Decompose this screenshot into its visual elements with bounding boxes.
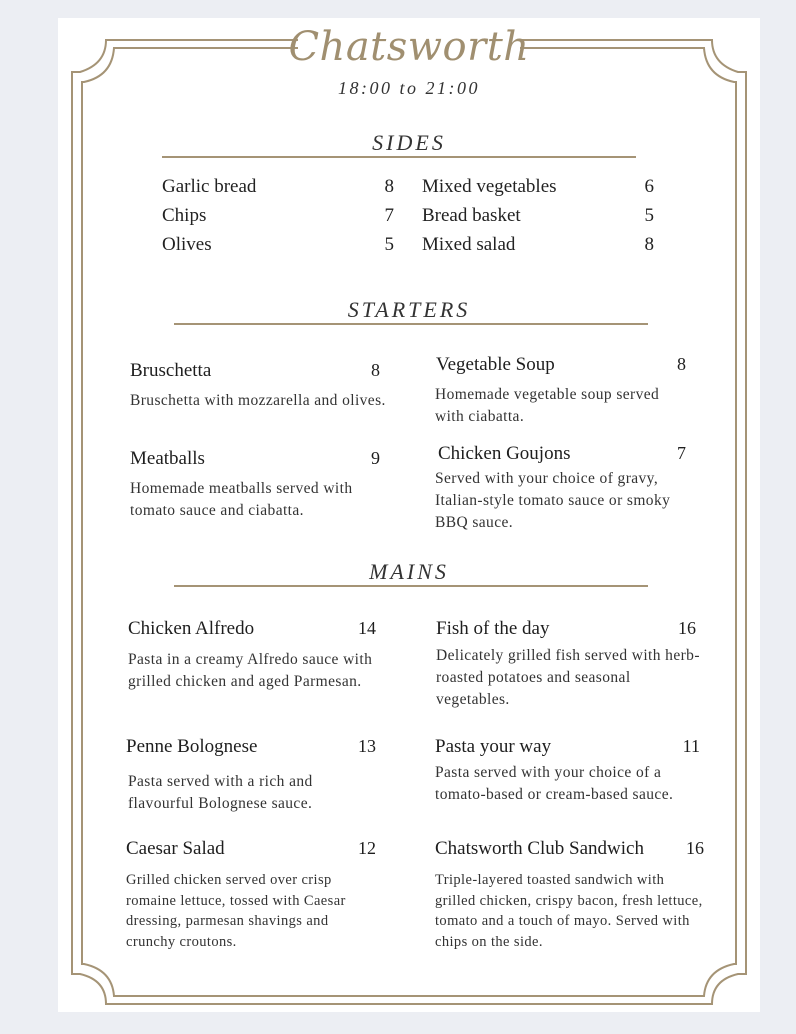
- main-item-price: 16: [686, 838, 704, 858]
- starter-item-description: Homemade vegetable soup served with ciabatta.: [435, 386, 660, 425]
- side-item-price: 7: [384, 205, 394, 226]
- starter-item-price: 8: [371, 360, 380, 380]
- sides-divider: [162, 156, 636, 158]
- main-item-name: Penne Bolognese: [126, 736, 258, 757]
- starter-item-description: Served with your choice of gravy, Italian-style tomato sauce or smoky BBQ sauce.: [435, 470, 671, 531]
- side-item-name: Chips: [162, 205, 207, 226]
- main-item-name: Fish of the day: [436, 618, 550, 639]
- menu-card: [58, 18, 760, 1012]
- main-item-name: Chicken Alfredo: [128, 618, 255, 639]
- side-item-price: 8: [384, 176, 394, 197]
- main-item-price: 14: [358, 618, 376, 638]
- starter-item-name: Vegetable Soup: [436, 354, 555, 375]
- main-item-name: Caesar Salad: [126, 838, 225, 859]
- side-item-price: 8: [644, 234, 654, 255]
- main-item-price: 11: [682, 736, 700, 756]
- main-item-description: Triple-layered toasted sandwich with grilled chicken, crispy bacon, fresh lettuce, tomato and a touch of mayo. Served with chips on the side.: [435, 872, 703, 950]
- starters-divider: [174, 323, 648, 325]
- side-item-name: Mixed salad: [422, 234, 516, 255]
- starter-item-name: Chicken Goujons: [438, 443, 571, 464]
- side-item-name: Garlic bread: [162, 176, 257, 197]
- side-item-price: 5: [644, 205, 654, 226]
- mains-divider: [174, 585, 648, 587]
- starter-item-name: Bruschetta: [130, 360, 212, 381]
- mains-title: MAINS: [369, 559, 449, 584]
- main-item-price: 13: [358, 736, 376, 756]
- starters-title: STARTERS: [347, 297, 471, 322]
- starter-item-description: Bruschetta with mozzarella and olives.: [130, 392, 386, 409]
- main-item-name: Pasta your way: [435, 736, 552, 757]
- starter-item-price: 7: [677, 443, 686, 463]
- main-item-description: Pasta served with a rich and flavourful Bolognese sauce.: [128, 773, 313, 812]
- side-item-name: Mixed vegetables: [422, 176, 557, 197]
- main-item-price: 16: [678, 618, 696, 638]
- opening-hours: 18:00 to 21:00: [338, 78, 480, 98]
- starter-item-description: Homemade meatballs served with tomato sauce and ciabatta.: [130, 480, 353, 519]
- main-item-description: Grilled chicken served over crisp romaine lettuce, tossed with Caesar dressing, parmesan shavings and crunchy croutons.: [126, 872, 346, 950]
- restaurant-logo: Chatsworth: [288, 24, 530, 70]
- side-item-name: Bread basket: [422, 205, 521, 226]
- main-item-name: Chatsworth Club Sandwich: [435, 838, 644, 859]
- starter-item-price: 8: [677, 354, 686, 374]
- main-item-description: Delicately grilled fish served with herb-roasted potatoes and seasonal vegetables.: [436, 647, 700, 708]
- side-item-price: 5: [384, 234, 394, 255]
- side-item-price: 6: [644, 176, 654, 197]
- starter-item-name: Meatballs: [130, 448, 205, 469]
- main-item-description: Pasta in a creamy Alfredo sauce with grilled chicken and aged Parmesan.: [128, 651, 373, 690]
- starter-item-price: 9: [371, 448, 380, 468]
- side-item-name: Olives: [162, 234, 212, 255]
- main-item-price: 12: [358, 838, 376, 858]
- sides-title: SIDES: [372, 130, 446, 155]
- main-item-description: Pasta served with your choice of a tomato-based or cream-based sauce.: [435, 764, 674, 803]
